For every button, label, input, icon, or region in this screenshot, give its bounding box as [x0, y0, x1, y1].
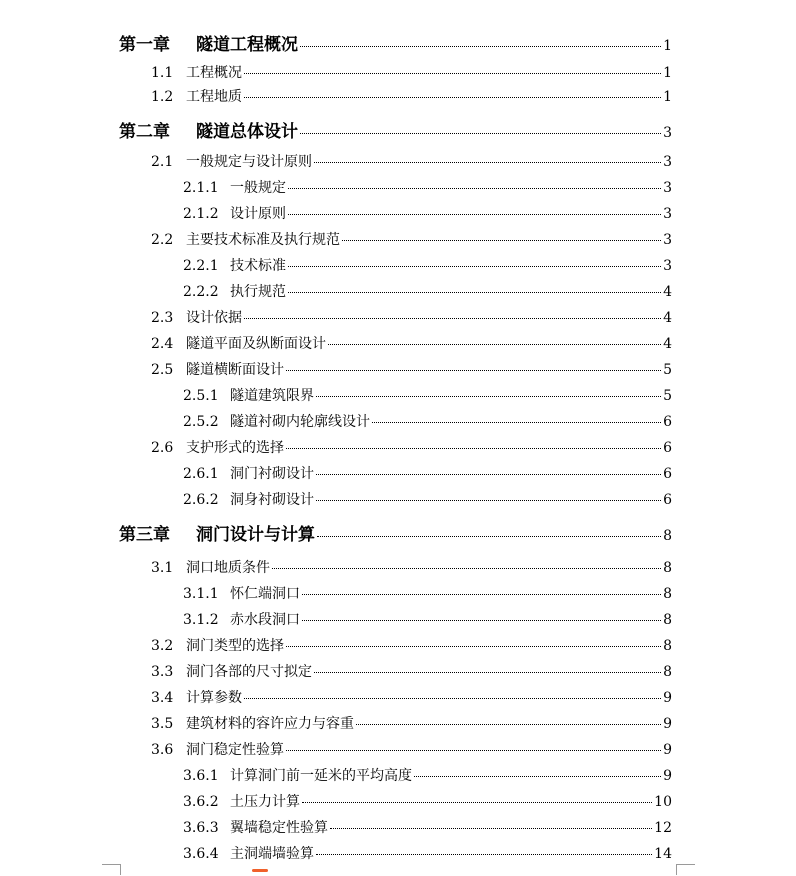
toc-page-number: 6 [663, 440, 672, 456]
toc-entry-number: 3.4 [151, 690, 174, 706]
toc-dot-leader [286, 750, 661, 751]
toc-entry-number: 第三章 [119, 525, 170, 545]
toc-page-number: 1 [663, 65, 672, 81]
toc-entry-title: 一般规定与设计原则 [186, 154, 312, 170]
toc-page-number: 12 [654, 820, 672, 836]
toc-dot-leader [302, 802, 652, 803]
toc-subsection-entry[interactable] [183, 177, 672, 197]
toc-entry-number: 3.6.3 [183, 820, 219, 836]
toc-entry-number: 3.6.4 [183, 846, 219, 862]
toc-entry-title: 支护形式的选择 [186, 440, 284, 456]
toc-page-number: 6 [663, 492, 672, 508]
toc-subsection-entry[interactable] [183, 791, 672, 811]
toc-page-number: 4 [663, 284, 672, 300]
toc-entry-title: 隧道衬砌内轮廓线设计 [230, 414, 370, 430]
toc-subsection-entry[interactable] [183, 583, 672, 603]
toc-entry-title: 洞门稳定性验算 [186, 742, 284, 758]
toc-entry-number: 2.5.2 [183, 414, 219, 430]
toc-dot-leader [316, 474, 661, 475]
toc-entry-number: 2.2.2 [183, 284, 219, 300]
toc-page-number: 3 [663, 206, 672, 222]
toc-dot-leader [244, 97, 661, 98]
toc-dot-leader [342, 240, 661, 241]
toc-entry-title: 洞门衬砌设计 [230, 466, 314, 482]
toc-entry-number: 2.2.1 [183, 258, 219, 274]
toc-entry-title: 技术标准 [230, 258, 286, 274]
toc-entry-title: 隧道总体设计 [196, 122, 298, 142]
toc-entry-number: 2.5.1 [183, 388, 219, 404]
toc-section-entry[interactable] [151, 62, 672, 82]
toc-subsection-entry[interactable] [183, 281, 672, 301]
page-corner-mark-right [676, 864, 695, 875]
toc-section-entry[interactable] [151, 359, 672, 379]
toc-entry-title: 洞门设计与计算 [196, 525, 315, 545]
toc-page-number: 9 [663, 768, 672, 784]
toc-entry-number: 3.1 [151, 560, 174, 576]
toc-entry-title: 翼墙稳定性验算 [230, 820, 328, 836]
toc-entry-number: 3.6 [151, 742, 174, 758]
toc-entry-number: 3.3 [151, 664, 174, 680]
toc-entry-number: 3.5 [151, 716, 174, 732]
toc-section-entry[interactable] [151, 86, 672, 106]
toc-chapter-entry[interactable] [119, 117, 672, 142]
toc-section-entry[interactable] [151, 713, 672, 733]
cursor-mark [252, 869, 268, 872]
toc-section-entry[interactable] [151, 229, 672, 249]
toc-dot-leader [244, 73, 661, 74]
toc-dot-leader [286, 646, 661, 647]
toc-entry-number: 1.2 [151, 89, 174, 105]
toc-entry-title: 隧道建筑限界 [230, 388, 314, 404]
toc-section-entry[interactable] [151, 151, 672, 171]
toc-section-entry[interactable] [151, 557, 672, 577]
toc-entry-number: 第一章 [119, 35, 170, 55]
toc-page-number: 1 [663, 89, 672, 105]
toc-page-number: 3 [663, 232, 672, 248]
toc-dot-leader [286, 370, 661, 371]
toc-dot-leader [316, 396, 661, 397]
toc-entry-number: 2.5 [151, 362, 174, 378]
toc-entry-title: 计算参数 [186, 690, 242, 706]
toc-section-entry[interactable] [151, 661, 672, 681]
toc-entry-number: 3.6.1 [183, 768, 219, 784]
toc-entry-number: 2.1.2 [183, 206, 219, 222]
toc-entry-number: 2.6.1 [183, 466, 219, 482]
toc-page-number: 9 [663, 690, 672, 706]
toc-dot-leader [314, 672, 661, 673]
toc-dot-leader [317, 536, 661, 537]
toc-entry-title: 计算洞门前一延米的平均高度 [230, 768, 412, 784]
toc-page-number: 5 [663, 388, 672, 404]
toc-entry-number: 2.4 [151, 336, 174, 352]
toc-entry-number: 2.3 [151, 310, 174, 326]
toc-dot-leader [288, 292, 661, 293]
toc-page-number: 8 [663, 612, 672, 628]
toc-entry-title: 隧道工程概况 [196, 35, 298, 55]
toc-entry-title: 主洞端墙验算 [230, 846, 314, 862]
toc-dot-leader [328, 344, 661, 345]
toc-entry-title: 设计原则 [230, 206, 286, 222]
toc-section-entry[interactable] [151, 333, 672, 353]
toc-page-number: 3 [663, 180, 672, 196]
toc-section-entry[interactable] [151, 739, 672, 759]
toc-dot-leader [330, 828, 652, 829]
toc-subsection-entry[interactable] [183, 843, 672, 863]
toc-page-number: 14 [654, 846, 672, 862]
toc-section-entry[interactable] [151, 307, 672, 327]
toc-page-number: 8 [663, 664, 672, 680]
toc-entry-title: 赤水段洞口 [230, 612, 300, 628]
toc-dot-leader [244, 318, 661, 319]
toc-entry-title: 一般规定 [230, 180, 286, 196]
toc-page-number: 3 [663, 125, 672, 141]
toc-entry-title: 隧道平面及纵断面设计 [186, 336, 326, 352]
toc-dot-leader [288, 188, 661, 189]
toc-subsection-entry[interactable] [183, 411, 672, 431]
toc-subsection-entry[interactable] [183, 765, 672, 785]
toc-section-entry[interactable] [151, 635, 672, 655]
toc-dot-leader [316, 854, 652, 855]
toc-dot-leader [286, 448, 661, 449]
toc-page-number: 9 [663, 716, 672, 732]
toc-subsection-entry[interactable] [183, 463, 672, 483]
toc-dot-leader [372, 422, 661, 423]
toc-dot-leader [300, 46, 661, 47]
toc-dot-leader [288, 214, 661, 215]
toc-page-number: 8 [663, 586, 672, 602]
toc-entry-number: 2.1 [151, 154, 174, 170]
toc-dot-leader [300, 133, 661, 134]
toc-page-number: 5 [663, 362, 672, 378]
toc-page-number: 3 [663, 154, 672, 170]
toc-subsection-entry[interactable] [183, 489, 672, 509]
toc-section-entry[interactable] [151, 437, 672, 457]
toc-dot-leader [302, 620, 661, 621]
toc-subsection-entry[interactable] [183, 203, 672, 223]
toc-dot-leader [288, 266, 661, 267]
toc-entry-title: 洞门各部的尺寸拟定 [186, 664, 312, 680]
toc-subsection-entry[interactable] [183, 385, 672, 405]
toc-dot-leader [356, 724, 661, 725]
toc-page-number: 8 [663, 528, 672, 544]
toc-entry-number: 第二章 [119, 122, 170, 142]
toc-dot-leader [414, 776, 661, 777]
toc-subsection-entry[interactable] [183, 817, 672, 837]
toc-dot-leader [272, 568, 661, 569]
toc-page-number: 6 [663, 414, 672, 430]
toc-entry-number: 2.6.2 [183, 492, 219, 508]
toc-entry-number: 2.2 [151, 232, 174, 248]
toc-entry-number: 2.6 [151, 440, 174, 456]
toc-section-entry[interactable] [151, 687, 672, 707]
toc-page-number: 8 [663, 560, 672, 576]
toc-entry-title: 工程概况 [186, 65, 242, 81]
toc-entry-title: 洞身衬砌设计 [230, 492, 314, 508]
toc-chapter-entry[interactable] [119, 30, 672, 55]
toc-dot-leader [244, 698, 661, 699]
toc-page-number: 4 [663, 336, 672, 352]
toc-entry-number: 3.6.2 [183, 794, 219, 810]
toc-entry-number: 3.2 [151, 638, 174, 654]
toc-page-number: 6 [663, 466, 672, 482]
toc-dot-leader [314, 162, 661, 163]
toc-dot-leader [302, 594, 661, 595]
toc-page-number: 4 [663, 310, 672, 326]
toc-entry-title: 执行规范 [230, 284, 286, 300]
toc-subsection-entry[interactable] [183, 609, 672, 629]
toc-entry-number: 3.1.2 [183, 612, 219, 628]
toc-entry-number: 2.1.1 [183, 180, 219, 196]
toc-entry-number: 3.1.1 [183, 586, 219, 602]
toc-entry-title: 隧道横断面设计 [186, 362, 284, 378]
toc-chapter-entry[interactable] [119, 520, 672, 545]
toc-entry-title: 工程地质 [186, 89, 242, 105]
toc-entry-title: 洞口地质条件 [186, 560, 270, 576]
page-corner-mark-left [102, 864, 121, 875]
toc-page-number: 8 [663, 638, 672, 654]
toc-entry-number: 1.1 [151, 65, 174, 81]
toc-page-number: 3 [663, 258, 672, 274]
toc-entry-title: 主要技术标准及执行规范 [186, 232, 340, 248]
toc-entry-title: 建筑材料的容许应力与容重 [186, 716, 354, 732]
toc-entry-title: 洞门类型的选择 [186, 638, 284, 654]
toc-page-number: 9 [663, 742, 672, 758]
toc-subsection-entry[interactable] [183, 255, 672, 275]
toc-page-number: 1 [663, 38, 672, 54]
toc-entry-title: 设计依据 [186, 310, 242, 326]
toc-entry-title: 土压力计算 [230, 794, 300, 810]
toc-entry-title: 怀仁端洞口 [230, 586, 300, 602]
toc-dot-leader [316, 500, 661, 501]
toc-page-number: 10 [654, 794, 672, 810]
